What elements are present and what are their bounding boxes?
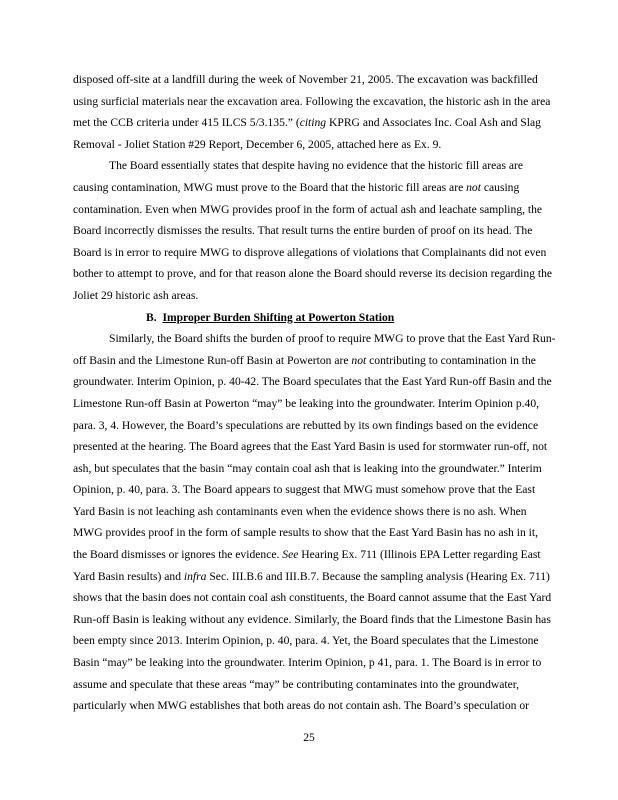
text-line: particularly when MWG establishes that both areas do not contain ash. The Board’s speculation or [73, 699, 530, 713]
text-line: the Board dismisses or ignores the evidence. See Hearing Ex. 711 (Illinois EPA Letter regarding East [73, 548, 541, 562]
text-line: The Board essentially states that despite having no evidence that the historic fill areas are [109, 159, 524, 173]
text-line: Board is in error to require MWG to disprove allegations of violations that Complainants did not even [73, 245, 547, 259]
section-heading [73, 307, 563, 329]
text-line: disposed off-site at a landfill during the week of November 21, 2005. The excavation was backfilled [73, 73, 538, 86]
text-line: contamination. Even when MWG provides proof in the form of actual ash and leachate sampling, the [73, 202, 543, 216]
text-line: Similarly, the Board shifts the burden of proof to require MWG to prove that the East Yard Run- [109, 332, 556, 346]
text-line: Limestone Run-off Basin at Powerton “may” be leaking into the groundwater. Interim Opinion p.40, [73, 396, 540, 410]
text-line: ash, but speculates that the basin “may contain coal ash that is leaking into the groundwater.” Interim [73, 461, 542, 475]
text-line: Joliet 29 historic ash areas. [73, 288, 199, 302]
text-line: Yard Basin is not leaching ash contaminants even when the evidence shows there is no ash. When [73, 504, 527, 518]
text-line: Removal - Joliet Station #29 Report, December 6, 2005, attached here as Ex. 9. [73, 137, 442, 151]
text-line: MWG provides proof in the form of sample results to show that the East Yard Basin has no ash in it, [73, 526, 538, 540]
document-body [73, 69, 563, 717]
section-label: B. [146, 310, 157, 324]
text-line: groundwater. Interim Opinion, p. 40-42. The Board speculates that the East Yard Run-off Basin and the [73, 375, 552, 389]
text-line: bother to attempt to prove, and for that reason alone the Board should reverse its decision regarding the [73, 267, 553, 281]
paragraph-2 [73, 155, 563, 306]
text-line: shows that the basin does not contain coal ash constituents, the Board cannot assume that the East Yard [73, 591, 552, 605]
section-title: Improper Burden Shifting at Powerton Station [162, 310, 395, 324]
text-line: Opinion, p. 40, para. 3. The Board appears to suggest that MWG must somehow prove that the East [73, 483, 536, 497]
text-line: Board incorrectly dismisses the results. That result turns the entire burden of proof on its head. The [73, 224, 533, 238]
paragraph-1 [73, 69, 563, 155]
page-number: 25 [303, 731, 315, 744]
text-line: been empty since 2013. Interim Opinion, p. 40, para. 4. Yet, the Board speculates that the Limestone [73, 634, 539, 648]
text-line: Yard Basin results) and infra Sec. III.B.6 and III.B.7. Because the sampling analysis (Hearing Ex. 711) [73, 569, 550, 583]
text-line: off Basin and the Limestone Run-off Basin at Powerton are not contributing to contamination in the [73, 353, 536, 367]
text-line: Run-off Basin is leaking without any evidence. Similarly, the Board finds that the Limestone Basin has [73, 612, 551, 626]
text-line: presented at the hearing. The Board agrees that the East Yard Basin is used for stormwater run-off, not [73, 440, 548, 454]
text-line: using surficial materials near the excavation area. Following the excavation, the historic ash in the area [73, 94, 551, 108]
paragraph-3 [73, 328, 563, 717]
text-line: Basin “may” be leaking into the groundwater. Interim Opinion, p 41, para. 1. The Board is in error to [73, 656, 542, 670]
text-line: assume and speculate that these areas “may” be contributing contaminates into the groundwater, [73, 677, 520, 691]
text-line: met the CCB criteria under 415 ILCS 5/3.135.” (citing KPRG and Associates Inc. Coal Ash and Slag [73, 116, 541, 130]
text-line: causing contamination, MWG must prove to the Board that the historic fill areas are not causing [73, 180, 520, 194]
text-line: para. 3, 4. However, the Board’s speculations are rebutted by its own findings based on the evidence [73, 418, 539, 432]
